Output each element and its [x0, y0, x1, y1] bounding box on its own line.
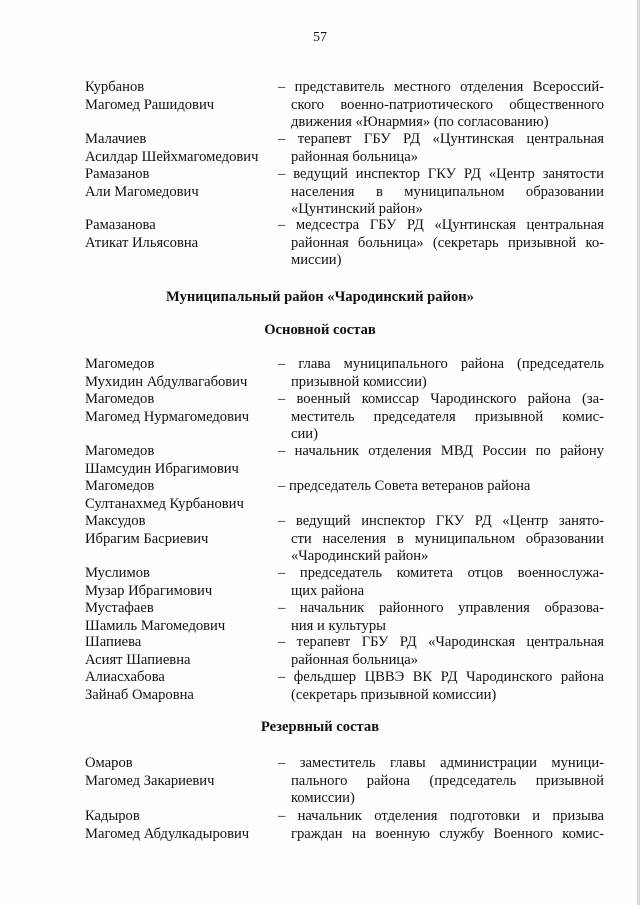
surname: Курбанов [85, 79, 145, 95]
person-name [85, 513, 275, 548]
given-names: Магомед Закариевич [85, 772, 215, 789]
role-line: – начальник районного управления образова- [278, 600, 604, 616]
surname: Магомедов [85, 478, 155, 494]
role-line: – ведущий инспектор ГКУ РД «Центр занято- [278, 513, 604, 529]
role-line: ского военно-патриотического общественного [291, 96, 604, 113]
surname: Магомедов [85, 356, 155, 372]
surname: Рамазанов [85, 166, 150, 182]
person-role [278, 565, 604, 600]
role-line: – представитель местного отделения Всероссий- [278, 79, 604, 95]
given-names: Султанахмед Курбанович [85, 495, 244, 512]
person-role [278, 755, 604, 808]
surname: Омаров [85, 755, 133, 771]
role-line: щих района [291, 582, 365, 599]
surname: Магомедов [85, 443, 155, 459]
role-line: – медсестра ГБУ РД «Цунтинская центральная [278, 217, 604, 233]
role-line: ния и культуры [291, 617, 386, 634]
role-line: – ведущий инспектор ГКУ РД «Центр занятости [278, 166, 604, 182]
person-role [278, 478, 604, 496]
surname: Магомедов [85, 391, 155, 407]
surname: Кадыров [85, 808, 140, 824]
person-role [278, 443, 604, 461]
surname: Алиасхабова [85, 669, 165, 685]
page-number: 57 [313, 30, 327, 45]
role-line: – начальник отделения подготовки и призыва [278, 808, 604, 824]
role-line: призывной комиссии) [291, 373, 427, 390]
surname: Муслимов [85, 565, 150, 581]
given-names: Зайнаб Омаровна [85, 686, 194, 703]
role-line: – терапевт ГБУ РД «Цунтинская центральная [278, 131, 604, 147]
role-line: – заместитель главы администрации муници- [278, 755, 604, 771]
person-name [85, 356, 275, 391]
role-line: – глава муниципального района (председатель [278, 356, 604, 372]
person-role [278, 131, 604, 166]
role-line: населения в муниципальном образовании [291, 183, 604, 200]
person-name [85, 478, 275, 513]
person-role [278, 808, 604, 843]
role-line: «Цунтинский район» [291, 201, 423, 218]
subheading-reserve: Резервный состав [260, 719, 380, 735]
person-name [85, 443, 275, 478]
person-name [85, 634, 275, 669]
person-role [278, 79, 604, 132]
given-names: Магомед Рашидович [85, 96, 215, 113]
person-name [85, 166, 275, 201]
person-name [85, 565, 275, 600]
given-names: Асият Шапиевна [85, 651, 191, 668]
given-names: Атикат Ильясовна [85, 234, 199, 251]
person-name [85, 217, 275, 252]
given-names: Али Магомедович [85, 183, 199, 200]
role-line: – фельдшер ЦВВЭ ВК РД Чародинского района [278, 669, 604, 685]
given-names: Ибрагим Басриевич [85, 530, 209, 547]
person-role [278, 634, 604, 669]
given-names: Шамсудин Ибрагимович [85, 460, 239, 477]
given-names: Музар Ибрагимович [85, 582, 213, 599]
person-name [85, 755, 275, 790]
role-line: – начальник отделения МВД России по району [278, 443, 604, 459]
role-line: районная больница» [291, 651, 419, 668]
person-name [85, 808, 275, 843]
person-name [85, 600, 275, 635]
role-line: сти населения в муниципальном образовании [291, 530, 604, 547]
given-names: Мухидин Абдулвагабович [85, 373, 248, 390]
person-name [85, 391, 275, 426]
given-names: Магомед Абдулкадырович [85, 825, 250, 842]
role-line: движения «Юнармия» (по согласованию) [291, 114, 549, 131]
surname: Рамазанова [85, 217, 156, 233]
subheading-main: Основной состав [264, 322, 376, 338]
person-name [85, 669, 275, 704]
role-line: – председатель комитета отцов военнослужа- [278, 565, 604, 581]
role-line: «Чародинский район» [291, 548, 429, 565]
role-line: граждан на военную службу Военного комис- [291, 825, 604, 842]
role-line: миссии) [291, 252, 342, 269]
role-line: комиссии) [291, 790, 355, 807]
given-names: Шамиль Магомедович [85, 617, 226, 634]
role-line: – терапевт ГБУ РД «Чародинская центральная [278, 634, 604, 650]
role-line: районная больница» [291, 148, 419, 165]
person-name [85, 79, 275, 114]
person-role [278, 513, 604, 566]
person-role [278, 600, 604, 635]
person-role [278, 356, 604, 391]
surname: Шапиева [85, 634, 142, 650]
person-role [278, 391, 604, 444]
role-line: сии) [291, 426, 318, 443]
role-line: (секретарь призывной комиссии) [291, 686, 497, 703]
district-heading: Муниципальный район «Чародинский район» [166, 289, 474, 305]
surname: Максудов [85, 513, 146, 529]
role-line: – военный комиссар Чародинского района (за- [278, 391, 604, 407]
person-role [278, 166, 604, 219]
surname: Мустафаев [85, 600, 154, 616]
role-line: меститель председателя призывной комис- [291, 408, 604, 425]
role-line: – председатель Совета ветеранов района [278, 478, 531, 494]
person-role [278, 669, 604, 704]
person-name [85, 131, 275, 166]
role-line: пального района (председатель призывной [291, 772, 604, 789]
given-names: Асилдар Шейхмагомедович [85, 148, 259, 165]
surname: Малачиев [85, 131, 147, 147]
role-line: районная больница» (секретарь призывной ко- [291, 234, 604, 251]
given-names: Магомед Нурмагомедович [85, 408, 250, 425]
person-role [278, 217, 604, 270]
